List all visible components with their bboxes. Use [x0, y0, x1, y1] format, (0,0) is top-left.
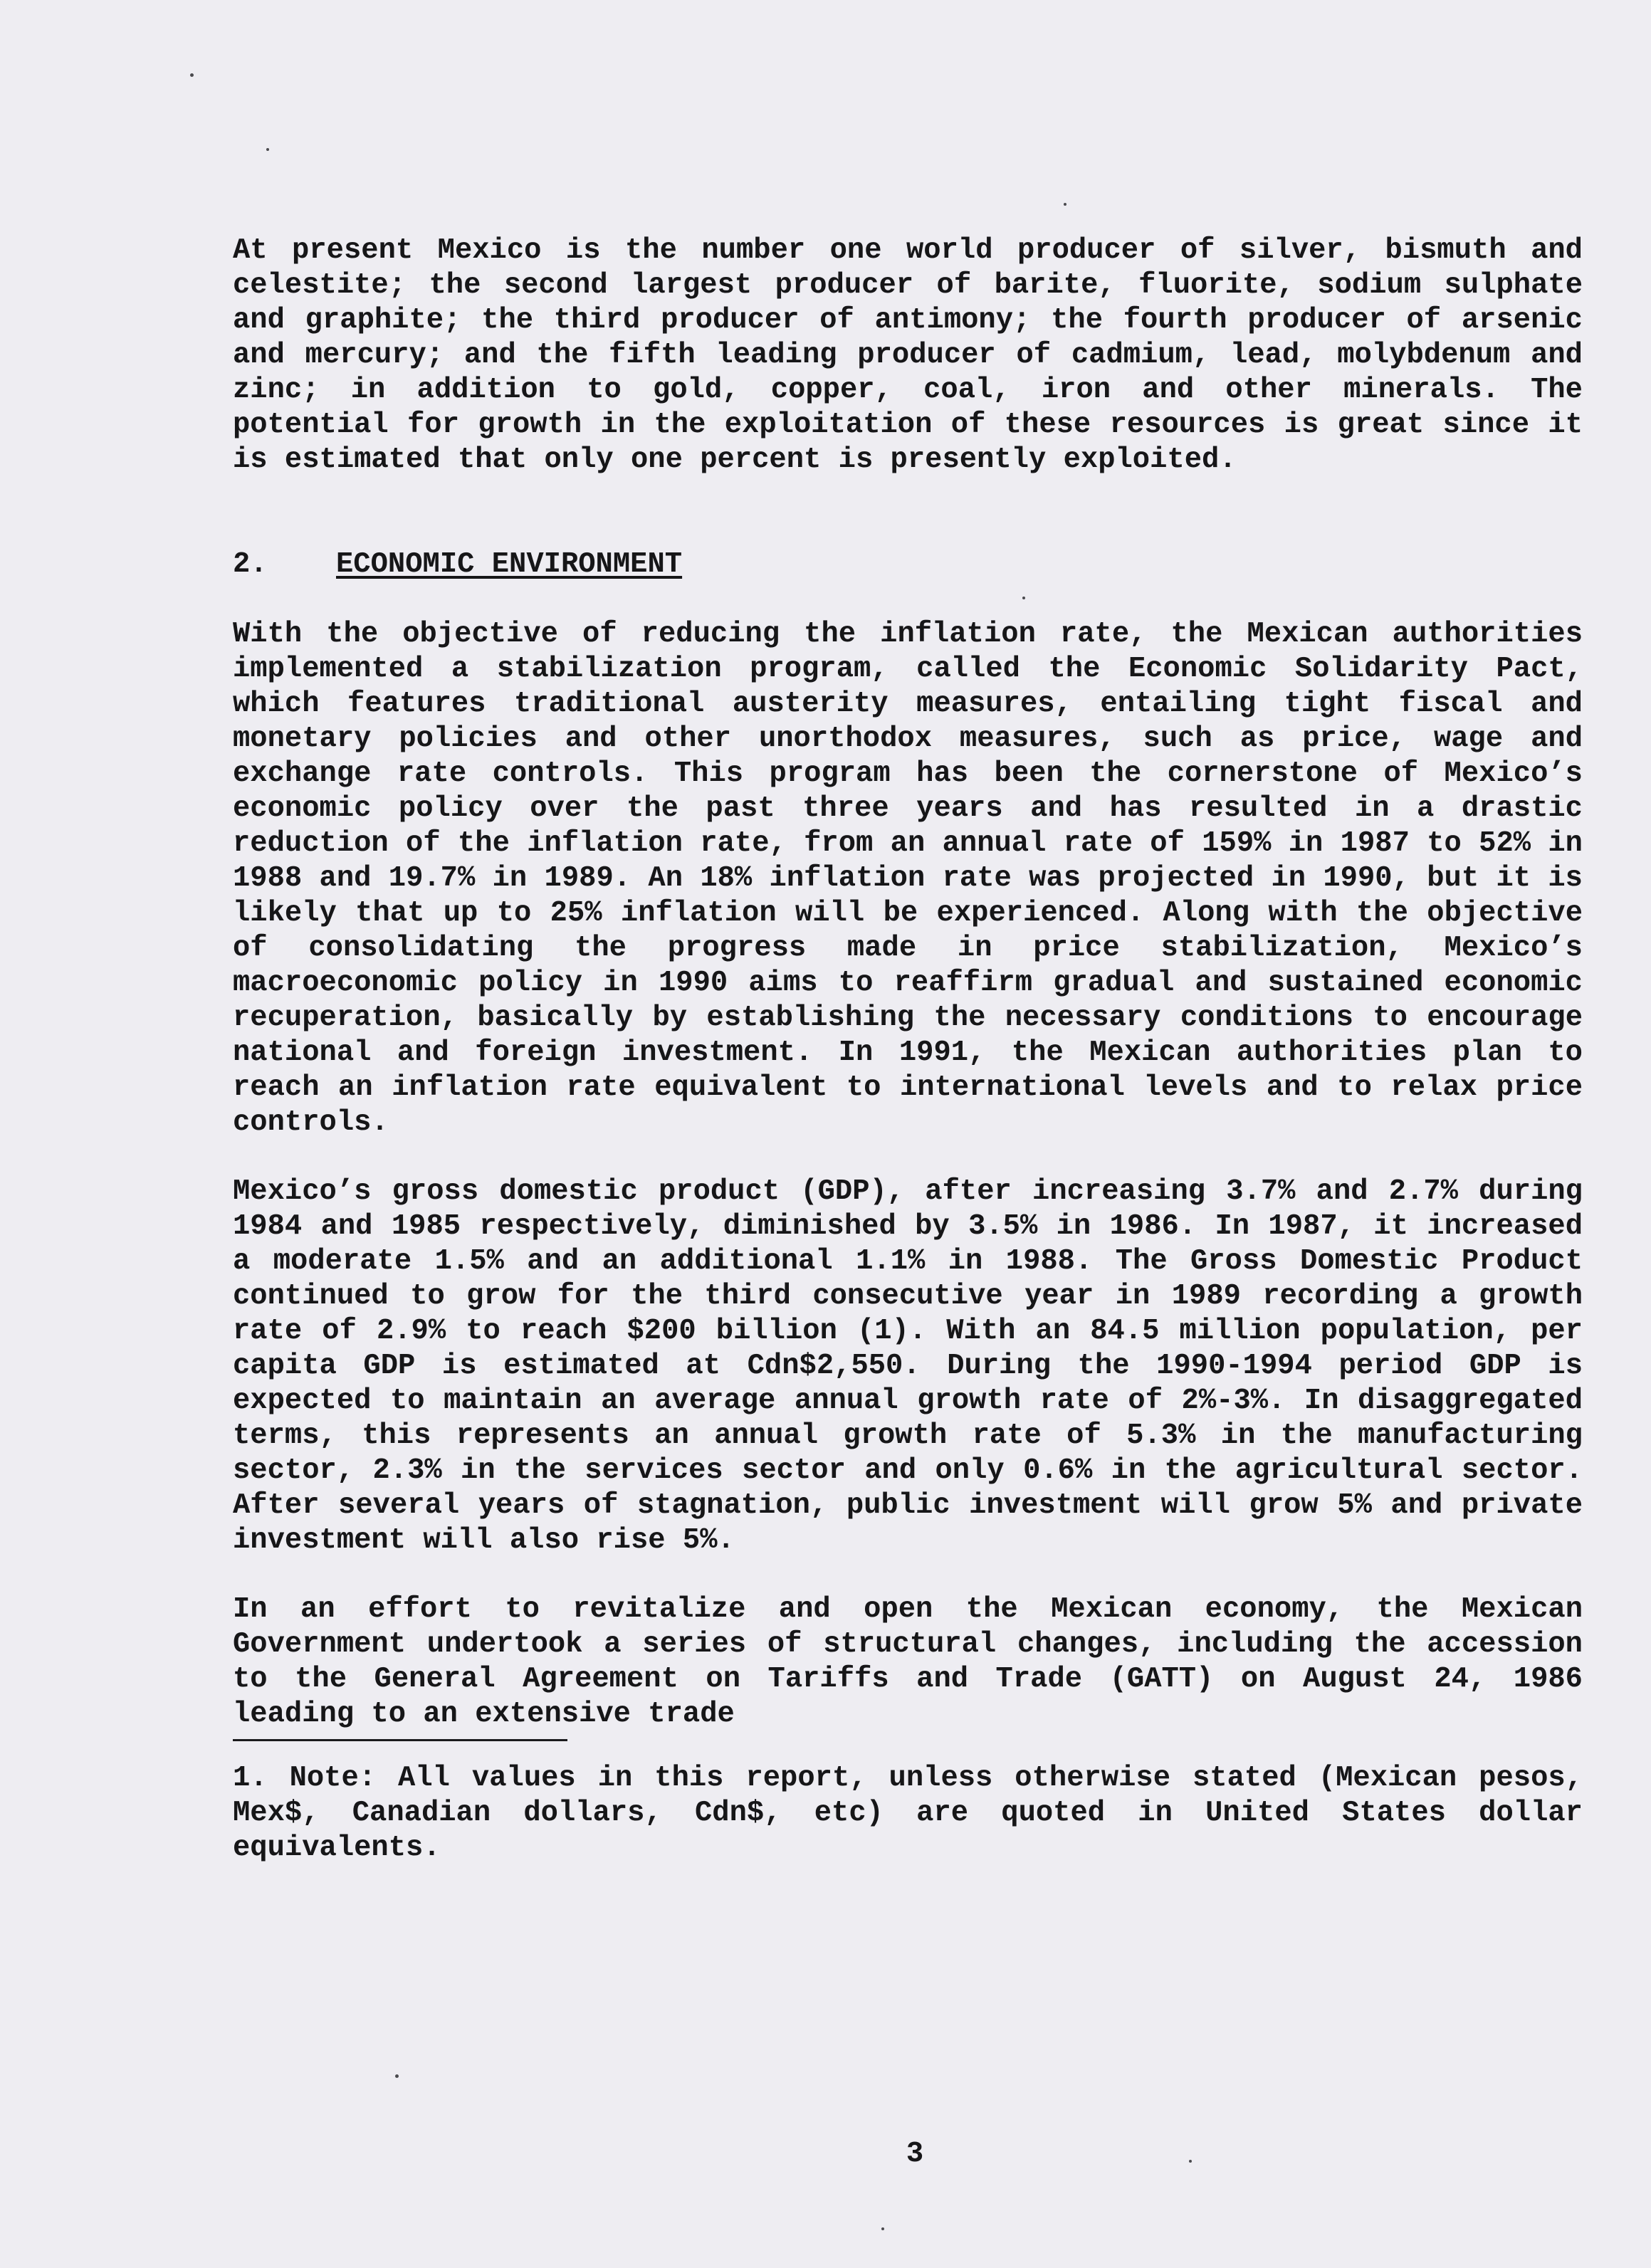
intro-paragraph: At present Mexico is the number one world producer of silver, bismuth and celestite; the second largest producer of barite, fluorite, sodium sulphate and graphite; the third producer of antimony; the fourth producer of arsenic and mercury; and the fifth leading producer of cadmium, lead, molybdenum and zinc; in addition to gold, copper, coal, iron and other minerals. The potential for growth in the exploitation of these resources is great since it is estimated that only one percent is presently exploited.: [233, 234, 1583, 476]
footnote-divider: [233, 1739, 567, 1741]
footnote: 1. Note: All values in this report, unless otherwise stated (Mexican pesos, Mex$, Canadian dollars, Cdn$, etc) are quoted in United States dollar equivalents.: [233, 1762, 1583, 1864]
scan-speck: [881, 2227, 884, 2230]
section-heading: [233, 547, 1583, 582]
page-number: 3: [906, 2138, 924, 2170]
document-body: [233, 233, 1583, 1866]
section-number: 2.: [233, 548, 268, 581]
gdp-paragraph: Mexico’s gross domestic product (GDP), after increasing 3.7% and 2.7% during 1984 and 1985 respectively, diminished by 3.5% in 1986. In 1987, it increased a moderate 1.5% and an additional 1.1% in 1988. The Gross Domestic Product continued to grow for the third consecutive year in 1989 recording a growth rate of 2.9% to reach $200 billion (1). With an 84.5 million population, per capita GDP is estimated at Cdn$2,550. During the 1990-1994 period GDP is expected to maintain an average annual growth rate of 2%-3%. In disaggregated terms, this represents an annual growth rate of 5.3% in the manufacturing sector, 2.3% in the services sector and only 0.6% in the agricultural sector. After several years of stagnation, public investment will grow 5% and private investment will also rise 5%.: [233, 1175, 1583, 1557]
scan-speck: [1064, 203, 1066, 206]
section-title: ECONOMIC ENVIRONMENT: [336, 548, 683, 581]
scan-speck: [190, 73, 194, 77]
scan-speck: [1189, 2160, 1192, 2163]
scan-speck: [395, 2074, 399, 2078]
structural-changes-paragraph: In an effort to revitalize and open the Mexican economy, the Mexican Government undertook a series of structural changes, including the accession to the General Agreement on Tariffs and Trade (GATT) on August 24, 1986 leading to an extensive trade: [233, 1593, 1583, 1731]
economic-environment-paragraph: With the objective of reducing the inflation rate, the Mexican authorities implemented a stabilization program, called the Economic Solidarity Pact, which features traditional austerity measures, entailing tight fiscal and monetary policies and other unorthodox measures, such as price, wage and exchange rate controls. This program has been the cornerstone of Mexico’s economic policy over the past three years and has resulted in a drastic reduction of the inflation rate, from an annual rate of 159% in 1987 to 52% in 1988 and 19.7% in 1989. An 18% inflation rate was projected in 1990, but it is likely that up to 25% inflation will be experienced. Along with the objective of consolidating the progress made in price stabilization, Mexico’s macroeconomic policy in 1990 aims to reaffirm gradual and sustained economic recuperation, basically by establishing the necessary conditions to encourage national and foreign investment. In 1991, the Mexican authorities plan to reach an inflation rate equivalent to international levels and to relax price controls.: [233, 618, 1583, 1139]
scan-speck: [266, 148, 269, 151]
